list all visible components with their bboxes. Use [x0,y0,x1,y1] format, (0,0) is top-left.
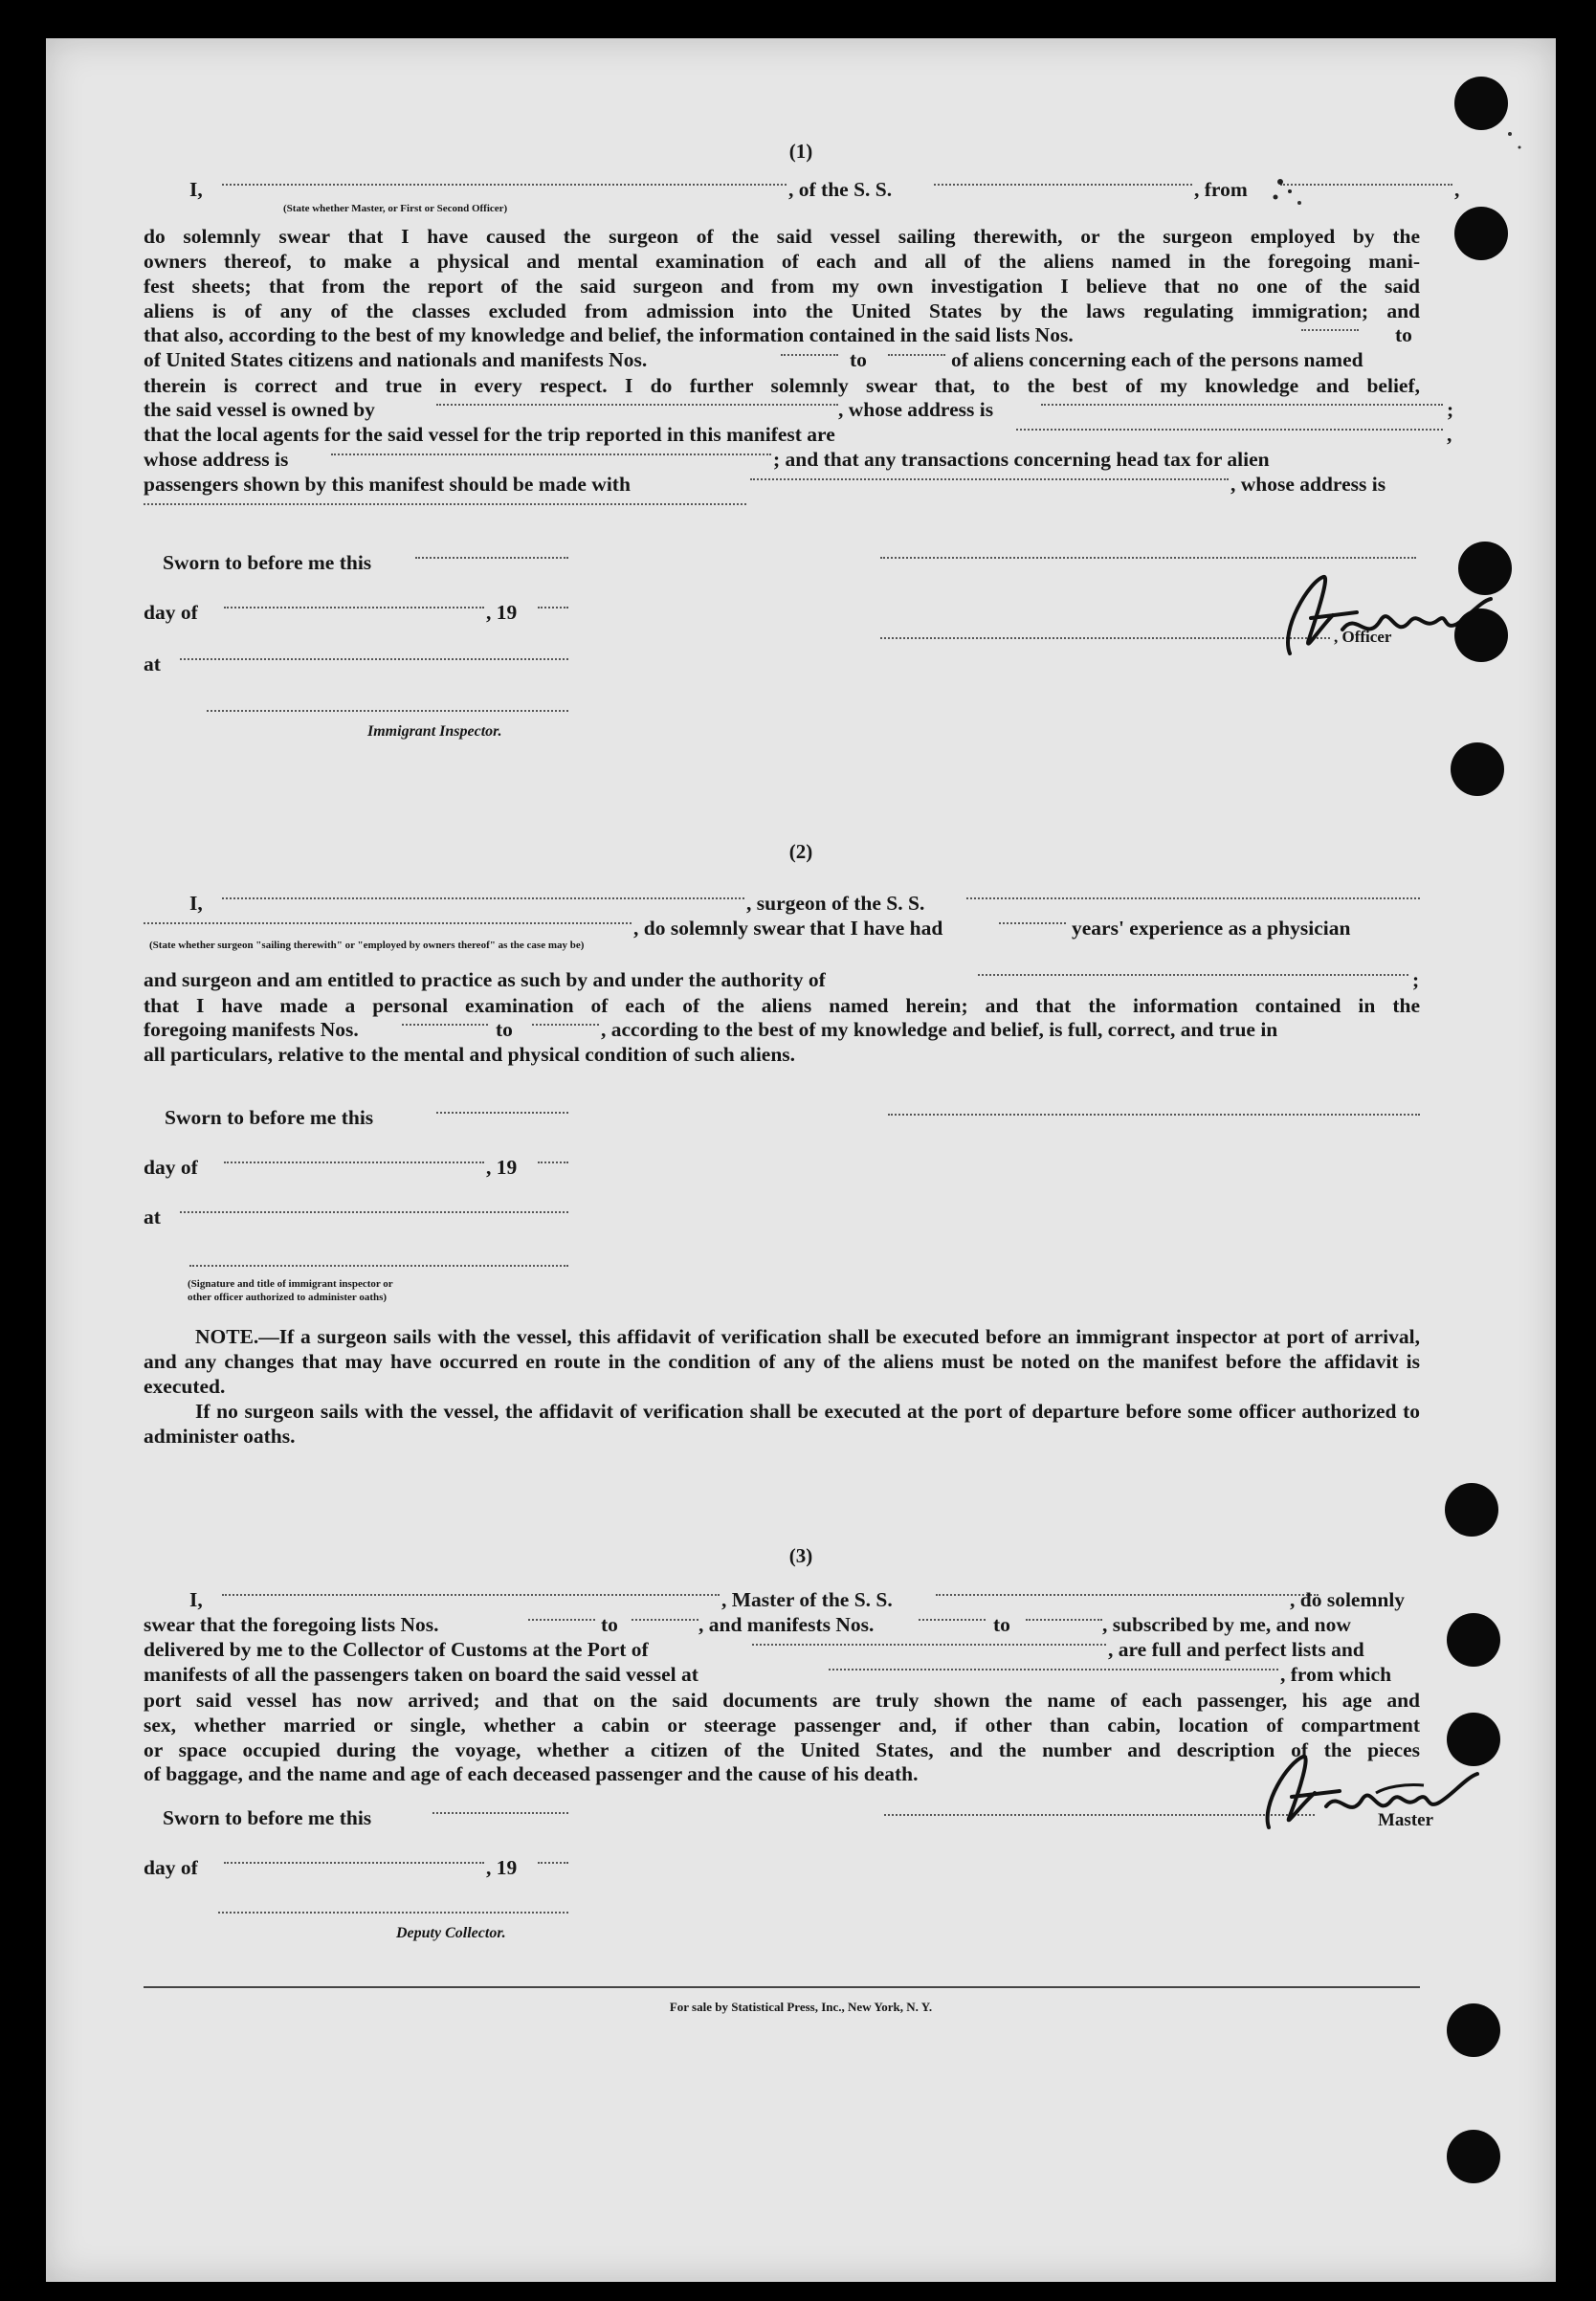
punch-hole [1447,1713,1500,1766]
s3-ship-field[interactable] [936,1594,1319,1596]
punch-hole [1454,608,1508,662]
s3-line-5: port said vessel has now arrived; and that on the said documents are truly shown the name of each passenger, his age and [144,1689,1420,1712]
punch-hole [1451,742,1504,796]
s3-master-of-ss: , Master of the S. S. [721,1588,893,1611]
s2-sailing-field[interactable] [144,922,632,924]
s1-line-10a: that the local agents for the said vessel for the trip reported in this manifest are [144,423,835,446]
s1-owner-field[interactable] [436,404,838,406]
s2-line-2b: years' experience as a physician [1072,917,1351,940]
s3-day-label: day of [144,1856,198,1879]
s1-from: , from [1194,178,1248,201]
punch-hole [1447,2130,1500,2183]
s2-day-label: day of [144,1156,198,1179]
s1-manifests-from-field[interactable] [781,354,838,356]
s2-sig-hint-1: (Signature and title of immigrant inspector or [188,1278,393,1290]
s3-embark-field[interactable] [829,1669,1278,1670]
s3-line-2d: to [993,1613,1010,1636]
bleed-through [563,536,573,555]
s1-line-6-to: to [1395,323,1412,346]
s2-authority-field[interactable] [978,974,1408,976]
punch-hole [1454,207,1508,260]
s2-surgeon-of-ss: , surgeon of the S. S. [746,892,925,915]
s3-year-field[interactable] [538,1862,568,1864]
s2-line-3a: and surgeon and am entitled to practice as such by and under the authority of [144,968,826,991]
s1-line-9c: ; [1447,398,1454,421]
s1-comma: , [1454,178,1460,201]
s2-line-3b: ; [1412,968,1420,991]
s1-line-2: do solemnly swear that I have caused the surgeon of the said vessel sailing therewith, or the surgeon employed by the [144,225,1420,248]
s2-line-4: that I have made a personal examination of each of the aliens named herein; and that the information contained in the [144,994,1420,1017]
master-signature [1232,1745,1481,1837]
s1-line-8: therein is correct and true in every respect. I do further solemnly swear that, to the best of my knowledge and belief, [144,374,1420,397]
s1-officer-signature-line[interactable] [880,557,1416,559]
s1-ship-field[interactable] [934,184,1192,186]
s1-inspector-line[interactable] [207,710,568,712]
s1-manifests-to-field[interactable] [888,354,945,356]
s2-line-6: all particulars, relative to the mental and physical condition of such aliens. [144,1043,796,1066]
s1-owner-address-field[interactable] [1041,404,1443,406]
s1-i: I, [189,178,203,201]
s1-line-11a: whose address is [144,448,289,471]
s2-line-2a: , do solemnly swear that I have had [633,917,943,940]
s2-manifests-to-field[interactable] [532,1024,599,1026]
s1-line-6: that also, according to the best of my knowledge and belief, the information contained in the said lists Nos. [144,323,1074,346]
s1-inspector-label: Immigrant Inspector. [367,723,502,740]
note-text-2: If no surgeon sails with the vessel, the affidavit of verification shall be executed at the port of departure before some officer authorized to administer oaths. [144,1400,1420,1448]
s1-line-9b: , whose address is [838,398,994,421]
s1-officer-label: , Officer [1334,628,1392,646]
s2-surgeon-signature-line[interactable] [888,1114,1420,1116]
punch-hole [1445,1483,1498,1537]
s3-manifests-to-field[interactable] [1026,1619,1102,1621]
section-1-number: (1) [788,140,813,163]
s1-line-7a: of United States citizens and nationals and manifests Nos. [144,348,648,371]
s1-at-label: at [144,653,161,675]
s1-agents-field[interactable] [1016,429,1443,431]
section-2-number: (2) [788,840,813,863]
footer-rule [144,1986,1420,1988]
s1-officer-field[interactable] [222,184,787,186]
s2-manifests-from-field[interactable] [402,1024,488,1026]
s2-sailing-hint: (State whether surgeon "sailing therewith" or "employed by owners thereof" as the case may be) [149,940,585,951]
s3-sworn-field[interactable] [432,1812,568,1814]
s3-master-label: Master [1378,1810,1434,1830]
s3-line-8: of baggage, and the name and age of each deceased passenger and the cause of his death. [144,1762,919,1785]
s1-officer-hint: (State whether Master, or First or Second Officer) [283,203,508,214]
s3-i: I, [189,1588,203,1611]
s3-line-4a: manifests of all the passengers taken on board the said vessel at [144,1663,698,1686]
s3-collector-label: Deputy Collector. [396,1925,506,1941]
s3-sworn-label: Sworn to before me this [163,1806,372,1829]
note-paragraph-1 [144,1324,1420,1399]
s1-line-12b: , whose address is [1230,473,1386,496]
s1-nineteen: , 19 [486,601,518,624]
punch-hole [1447,2003,1500,2057]
s1-line-11b: ; and that any transactions concerning head tax for alien [773,448,1270,471]
s2-inspector-line[interactable] [189,1265,568,1267]
s3-master-name-field[interactable] [222,1594,720,1596]
s2-at-label: at [144,1206,161,1228]
s3-lists-from-field[interactable] [528,1619,595,1621]
footer-imprint: For sale by Statistical Press, Inc., New York, N. Y. [669,2000,933,2014]
s2-line-5-to: to [496,1018,513,1041]
punch-hole [1447,1613,1500,1667]
s1-lists-from-field[interactable] [1301,329,1359,331]
s1-headtax-address-field[interactable] [144,503,746,505]
s1-of-ss: , of the S. S. [788,178,893,201]
s1-line-5: aliens is of any of the classes excluded from admission into the United States by the laws regulating immigration; and [144,299,1420,322]
s3-nineteen: , 19 [486,1856,518,1879]
s1-year-field[interactable] [538,607,568,608]
s2-sig-hint-2: other officer authorized to administer oaths) [188,1292,388,1303]
s3-line-4b: , from which [1280,1663,1392,1686]
s2-years-field[interactable] [999,922,1066,924]
manifest-back-page [46,38,1556,2282]
punch-hole [1454,77,1508,130]
s1-agents-address-field[interactable] [331,454,771,455]
s1-sworn-label: Sworn to before me this [163,551,372,574]
s3-line-2c: , and manifests Nos. [698,1613,875,1636]
s2-line-5c: , according to the best of my knowledge and belief, is full, correct, and true in [601,1018,1278,1041]
note-text-1: NOTE.—If a surgeon sails with the vessel, this affidavit of verification shall be executed before an immigrant inspector at port of arrival, and any changes that may have occurred en route in the condition of any of the aliens must be noted on the manifest before the affidavit is executed. [144,1325,1420,1398]
s2-year-field[interactable] [538,1162,568,1163]
s2-ship-field[interactable] [966,897,1420,899]
s1-at-field[interactable] [180,658,568,660]
s2-nineteen: , 19 [486,1156,518,1179]
s1-line-12a: passengers shown by this manifest should be made with [144,473,631,496]
s3-line-3b: , are full and perfect lists and [1108,1638,1364,1661]
s2-sworn-field[interactable] [436,1112,568,1114]
s2-line-5a: foregoing manifests Nos. [144,1018,359,1041]
s1-line-7-to: to [850,348,867,371]
s1-line-7c: of aliens concerning each of the persons named [951,348,1363,371]
s1-line-3: owners thereof, to make a physical and mental examination of each and all of the aliens named in the foregoing mani- [144,250,1420,273]
s2-at-field[interactable] [180,1211,568,1213]
s3-line-7: or space occupied during the voyage, whether a citizen of the United States, and the number and description of the pieces [144,1738,1420,1761]
note-paragraph-2 [144,1399,1420,1449]
s3-line-2e: , subscribed by me, and now [1102,1613,1351,1636]
s1-day-label: day of [144,601,198,624]
s3-line-1-end: , do solemnly [1290,1588,1406,1611]
s3-line-2b: to [601,1613,618,1636]
s2-sworn-label: Sworn to before me this [165,1106,374,1129]
s3-line-6: sex, whether married or single, whether a cabin or steerage passenger and, if other than cabin, location of compartment [144,1714,1420,1737]
s3-collector-line[interactable] [218,1912,568,1914]
s1-line-4: fest sheets; that from the report of the said surgeon and from my own investigation I believe that no one of the said [144,275,1420,298]
s2-surgeon-name-field[interactable] [222,897,744,899]
s1-sworn-field[interactable] [415,557,568,559]
s3-line-2a: swear that the foregoing lists Nos. [144,1613,439,1636]
s3-manifests-from-field[interactable] [919,1619,986,1621]
s1-line-10b: , [1447,423,1452,446]
s2-day-field[interactable] [224,1162,484,1163]
s2-i: I, [189,892,203,915]
punch-hole [1458,542,1512,595]
s3-lists-to-field[interactable] [632,1619,698,1621]
s1-headtax-field[interactable] [750,478,1229,480]
s1-day-field[interactable] [224,607,484,608]
s3-day-field[interactable] [224,1862,484,1864]
s3-line-3a: delivered by me to the Collector of Customs at the Port of [144,1638,649,1661]
section-3-number: (3) [788,1544,813,1567]
s3-port-field[interactable] [752,1644,1106,1646]
s1-line-9a: the said vessel is owned by [144,398,375,421]
